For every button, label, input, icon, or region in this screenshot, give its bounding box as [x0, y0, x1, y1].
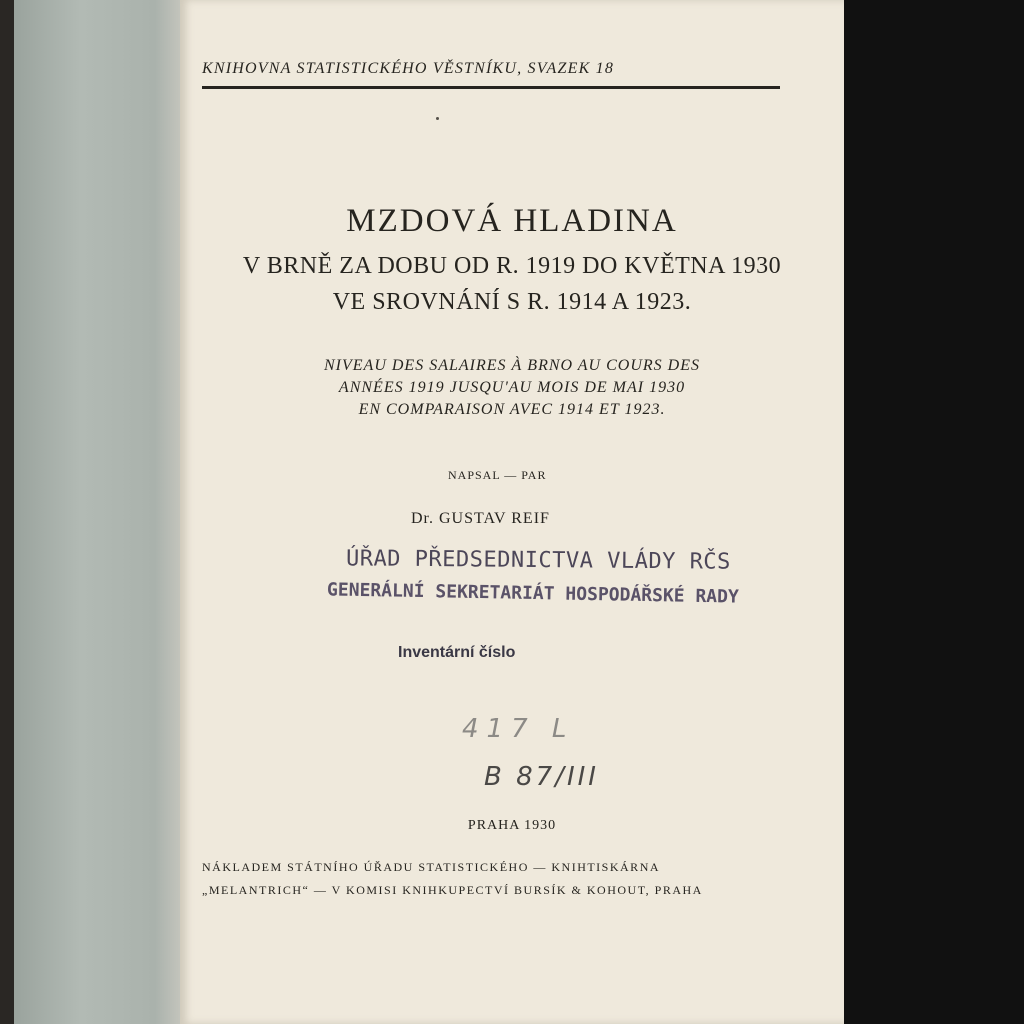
publisher-line-1: NÁKLADEM STÁTNÍHO ÚŘADU STATISTICKÉHO — KNIHTISKÁRNA	[202, 860, 661, 874]
office-stamp-line-1: ÚŘAD PŘEDSEDNICTVA VLÁDY RČS	[345, 546, 731, 575]
book-title: MZDOVÁ HLADINA	[346, 203, 678, 239]
french-subtitle-line-2: ANNÉES 1919 JUSQU'AU MOIS DE MAI 1930	[338, 379, 686, 396]
written-by-label: NAPSAL — PAR	[448, 468, 547, 482]
place-and-year: PRAHA 1930	[467, 818, 557, 833]
background-shadow	[844, 0, 1024, 1024]
series-title: KNIHOVNA STATISTICKÉHO VĚSTNÍKU, SVAZEK 18	[202, 60, 780, 89]
ink-dot	[436, 117, 439, 120]
subtitle-line-1: V BRNĚ ZA DOBU OD R. 1919 DO KVĚTNA 1930	[242, 253, 782, 279]
inventory-number-label: Inventární číslo	[398, 644, 516, 661]
handwritten-inventory-number: 417 L	[462, 714, 575, 744]
office-stamp-line-2: GENERÁLNÍ SEKRETARIÁT HOSPODÁŘSKÉ RADY	[326, 579, 739, 608]
book-binding	[14, 0, 180, 1024]
author-name: Dr. GUSTAV REIF	[411, 510, 550, 527]
publisher-line-2: „MELANTRICH“ — V KOMISI KNIHKUPECTVÍ BURSÍK & KOHOUT, PRAHA	[202, 883, 703, 897]
subtitle-line-2: VE SROVNÁNÍ S R. 1914 A 1923.	[332, 289, 692, 315]
book-spine	[0, 0, 14, 1024]
french-subtitle-line-3: EN COMPARAISON AVEC 1914 ET 1923.	[358, 401, 666, 418]
french-subtitle-line-1: NIVEAU DES SALAIRES À BRNO AU COURS DES	[324, 357, 700, 374]
handwritten-shelf-mark: B 87/III	[484, 762, 599, 792]
